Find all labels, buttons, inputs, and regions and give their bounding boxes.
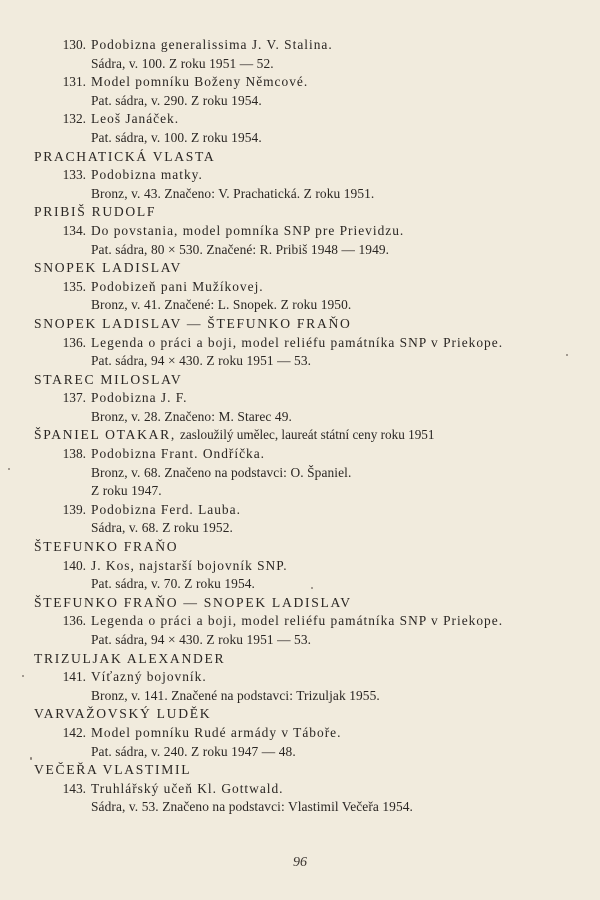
work-title: Do povstania, model pomníka SNP pre Prievidzu. <box>91 222 405 238</box>
catalog-number: 131. <box>62 74 86 90</box>
artist-name: ŠTEFUNKO FRAŇO <box>34 539 179 555</box>
work-entry <box>0 36 600 55</box>
catalog-number: 142. <box>62 724 86 740</box>
artist-name: SNOPEK LADISLAV — ŠTEFUNKO FRAŇO <box>34 315 352 331</box>
catalog-number: 138. <box>62 446 86 462</box>
work-title: Legenda o práci a boji, model reliéfu památníka SNP v Priekope. <box>91 613 504 629</box>
catalog-number: 130. <box>62 37 86 52</box>
work-title: Legenda o práci a boji, model reliéfu památníka SNP v Priekope. <box>91 334 504 350</box>
work-entry <box>0 278 600 297</box>
work-entry <box>0 73 600 92</box>
page-number: 96 <box>293 855 307 870</box>
work-entry <box>0 110 600 129</box>
artist-heading <box>0 761 600 780</box>
work-title: Truhlářský učeň Kl. Gottwald. <box>91 780 284 796</box>
work-entry <box>0 222 600 241</box>
artist-name: SNOPEK LADISLAV <box>34 260 182 276</box>
work-title: Podobizna Ferd. Lauba. <box>91 501 241 517</box>
artist-heading <box>0 538 600 557</box>
work-detail: Pat. sádra, 94 × 430. Z roku 1951 — 53. <box>91 353 312 369</box>
speck <box>22 675 24 677</box>
work-detail: Sádra, v. 100. Z roku 1951 — 52. <box>91 55 274 71</box>
artist-name: PRACHATICKÁ VLASTA <box>34 148 216 164</box>
work-detail: Bronz, v. 43. Značeno: V. Prachatická. Z roku 1951. <box>91 185 375 201</box>
work-entry <box>0 724 600 743</box>
artist-heading <box>0 315 600 334</box>
work-detail: Pat. sádra, v. 70. Z roku 1954. <box>91 576 256 592</box>
work-entry <box>0 166 600 185</box>
work-title: Víťazný bojovník. <box>91 669 207 685</box>
catalog-entries <box>0 36 600 817</box>
artist-name: ŠTEFUNKO FRAŇO — SNOPEK LADISLAV <box>34 594 352 610</box>
catalog-number: 132. <box>62 111 86 127</box>
work-entry <box>0 501 600 520</box>
work-detail: Bronz, v. 41. Značené: L. Snopek. Z roku 1950. <box>91 297 352 313</box>
work-title: Podobizna J. F. <box>91 390 188 406</box>
work-entry <box>0 557 600 576</box>
artist-heading <box>0 371 600 390</box>
work-detail: Bronz, v. 68. Značeno na podstavci: O. Španiel. <box>91 464 352 480</box>
work-entry <box>0 334 600 353</box>
catalog-number: 137. <box>62 390 86 406</box>
work-detail: Sádra, v. 68. Z roku 1952. <box>91 520 233 536</box>
artist-heading <box>0 594 600 613</box>
work-title: Podobizeň pani Mužíkovej. <box>91 278 264 294</box>
work-detail: Pat. sádra, v. 100. Z roku 1954. <box>91 129 262 145</box>
artist-heading <box>0 650 600 669</box>
work-detail: Z roku 1947. <box>91 483 162 499</box>
work-title: Leoš Janáček. <box>91 111 180 127</box>
artist-heading <box>0 426 600 445</box>
work-title: Podobizna matky. <box>91 167 203 183</box>
catalog-number: 140. <box>62 557 86 573</box>
work-entry <box>0 668 600 687</box>
catalog-number: 143. <box>62 780 86 796</box>
catalog-number: 136. <box>62 613 86 629</box>
work-title: Model pomníku Rudé armády v Táboře. <box>91 724 342 740</box>
work-detail: Pat. sádra, 94 × 430. Z roku 1951 — 53. <box>91 632 312 647</box>
work-detail: Bronz, v. 28. Značeno: M. Starec 49. <box>91 408 292 424</box>
catalog-number: 139. <box>62 501 86 517</box>
catalog-number: 141. <box>62 669 86 685</box>
work-detail: Pat. sádra, v. 240. Z roku 1947 — 48. <box>91 743 296 759</box>
work-entry <box>0 445 600 464</box>
artist-name: TRIZULJAK ALEXANDER <box>34 650 226 666</box>
work-title: Model pomníku Boženy Němcové. <box>91 74 309 90</box>
catalog-number: 133. <box>62 167 86 183</box>
artist-heading <box>0 148 600 167</box>
work-entry <box>0 612 600 631</box>
catalog-number: 135. <box>62 278 86 294</box>
speck <box>30 757 32 760</box>
artist-note: zasloužilý umělec, laureát státní ceny roku 1951 <box>179 427 435 443</box>
artist-name: STAREC MILOSLAV <box>34 371 183 387</box>
artist-heading <box>0 259 600 278</box>
speck <box>8 468 10 470</box>
catalog-number: 134. <box>62 222 86 238</box>
artist-name: VARVAŽOVSKÝ LUDĚK <box>34 706 212 722</box>
artist-heading <box>0 203 600 222</box>
speck <box>311 587 313 589</box>
artist-name: PRIBIŠ RUDOLF <box>34 204 157 220</box>
work-detail: Pat. sádra, 80 × 530. Značené: R. Pribiš 1948 — 1949. <box>91 241 390 257</box>
work-detail: Pat. sádra, v. 290. Z roku 1954. <box>91 92 262 108</box>
work-title: Podobizna Frant. Ondříčka. <box>91 446 266 462</box>
work-detail: Sádra, v. 53. Značeno na podstavci: Vlastimil Večeřa 1954. <box>91 799 414 815</box>
artist-heading <box>0 705 600 724</box>
work-entry <box>0 780 600 799</box>
artist-name: VEČEŘA VLASTIMIL <box>34 762 192 778</box>
artist-name: ŠPANIEL OTAKAR, <box>34 427 176 443</box>
work-detail: Bronz, v. 141. Značené na podstavci: Trizuljak 1955. <box>91 687 380 703</box>
catalog-number: 136. <box>62 334 86 350</box>
work-title: J. Kos, najstarší bojovník SNP. <box>91 557 288 573</box>
work-entry <box>0 389 600 408</box>
work-title: Podobizna generalissima J. V. Stalina. <box>91 37 333 52</box>
speck <box>566 354 568 356</box>
